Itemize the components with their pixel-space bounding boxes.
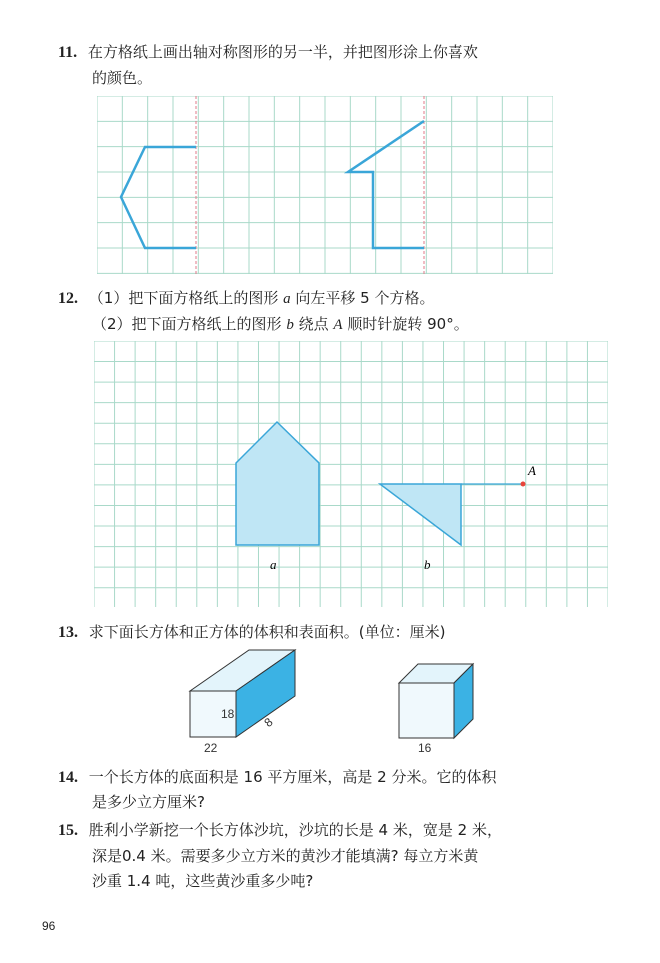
question-11 xyxy=(58,40,478,65)
question-text: 胜利小学新挖一个长方体沙坑，沙坑的长是 4 米，宽是 2 米， xyxy=(88,821,502,839)
question-15-line-3 xyxy=(92,869,313,893)
grid-q11 xyxy=(97,96,553,274)
question-12-line-2 xyxy=(92,312,469,337)
figure-variable: b xyxy=(286,317,294,333)
cube-edge-label: 16 xyxy=(418,741,432,755)
cuboid xyxy=(190,650,295,755)
question-text: 顺时针旋转 90°。 xyxy=(347,315,469,333)
question-14 xyxy=(58,765,497,790)
half-shape-2 xyxy=(348,121,424,248)
point-a xyxy=(521,482,526,487)
question-text: 向左平移 5 个方格。 xyxy=(295,289,435,307)
shape-a-label: a xyxy=(270,557,277,572)
question-number: 13. xyxy=(58,624,78,641)
figure-variable: a xyxy=(283,291,291,307)
question-text: 在方格纸上画出轴对称图形的另一半，并把图形涂上你喜欢 xyxy=(87,43,478,61)
grid-q12 xyxy=(94,341,608,607)
solids-figure xyxy=(180,646,480,758)
question-text: 是多少立方厘米? xyxy=(92,793,205,811)
point-variable: A xyxy=(333,317,343,333)
question-12-line-1 xyxy=(58,286,434,311)
question-text: 一个长方体的底面积是 16 平方厘米，高是 2 分米。它的体积 xyxy=(88,768,497,786)
question-number: 14. xyxy=(58,769,78,786)
question-15-line-2 xyxy=(92,844,478,868)
point-a-label: A xyxy=(528,463,536,478)
question-13 xyxy=(58,620,446,645)
question-text: 的颜色。 xyxy=(92,69,153,87)
question-number: 12. xyxy=(58,290,78,307)
question-number: 11. xyxy=(58,44,78,61)
question-11-continuation xyxy=(92,66,152,90)
question-number: 15. xyxy=(58,822,78,839)
shape-b-triangle xyxy=(380,484,461,545)
question-text: 深是0.4 米。需要多少立方米的黄沙才能填满? 每立方米黄 xyxy=(92,847,479,865)
shape-b-label: b xyxy=(424,557,431,572)
question-15 xyxy=(58,818,502,843)
question-text: （1）把下面方格纸上的图形 xyxy=(88,289,279,307)
question-text: 沙重 1.4 吨，这些黄沙重多少吨? xyxy=(92,872,314,890)
cube xyxy=(399,664,473,755)
question-text: （2）把下面方格纸上的图形 xyxy=(92,315,282,333)
cuboid-width-label: 8 xyxy=(261,714,276,730)
question-14-continuation xyxy=(92,790,205,814)
cube-front-face xyxy=(399,683,454,738)
page-number: 96 xyxy=(42,919,56,933)
question-text: 求下面长方体和正方体的体积和表面积。(单位：厘米) xyxy=(88,623,446,641)
cuboid-length-label: 22 xyxy=(204,741,218,755)
cuboid-height-label: 18 xyxy=(221,707,235,721)
shape-a-pentagon xyxy=(236,422,319,545)
question-text: 绕点 xyxy=(298,315,329,333)
